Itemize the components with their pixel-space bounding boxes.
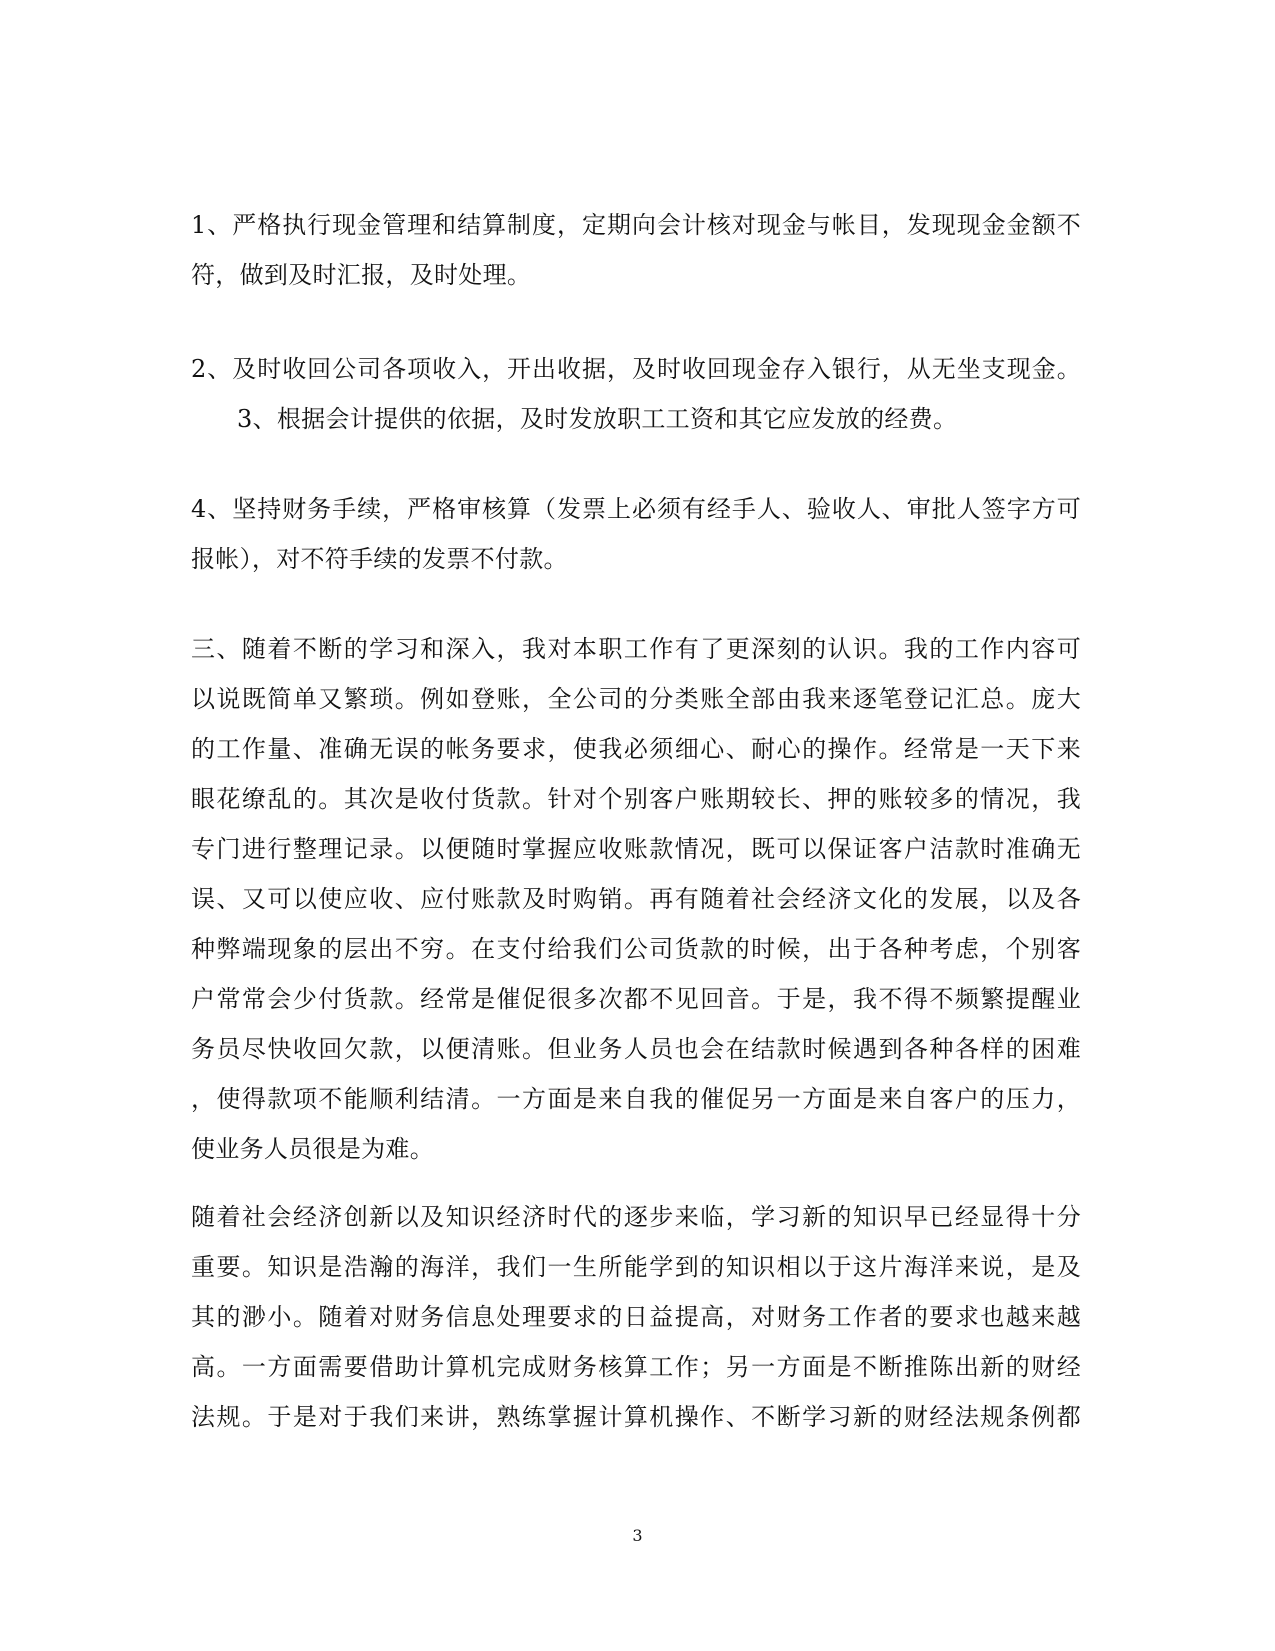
text-line: 户常常会少付货款。经常是催促很多次都不见回音。于是，我不得不频繁提醒业 [191, 985, 1081, 1013]
paragraph-work-understanding [191, 624, 1081, 1174]
text-line: 4、坚持财务手续，严格审核算（发票上必须有经手人、验收人、审批人签字方可 [191, 495, 1081, 523]
text-line: 1、严格执行现金管理和结算制度，定期向会计核对现金与帐目，发现现金金额不 [191, 211, 1081, 239]
text-line: 眼花缭乱的。其次是收付货款。针对个别客户账期较长、押的账较多的情况，我 [191, 785, 1081, 813]
text-line: 三、随着不断的学习和深入，我对本职工作有了更深刻的认识。我的工作内容可 [191, 635, 1081, 663]
text-line: 使业务人员很是为难。 [191, 1135, 434, 1163]
text-line: 误、又可以使应收、应付账款及时购销。再有随着社会经济文化的发展，以及各 [191, 885, 1081, 913]
paragraph-continuous-learning [191, 1192, 1081, 1442]
text-line: 报帐），对不符手续的发票不付款。 [191, 545, 568, 573]
paragraph-invoice-review [191, 484, 1081, 584]
text-line: 3、根据会计提供的依据，及时发放职工工资和其它应发放的经费。 [237, 405, 958, 433]
paragraph-income-and-wages [191, 344, 1081, 444]
text-line: 以说既简单又繁琐。例如登账，全公司的分类账全部由我来逐笔登记汇总。庞大 [191, 685, 1081, 713]
text-line: 高。一方面需要借助计算机完成财务核算工作；另一方面是不断推陈出新的财经 [191, 1353, 1081, 1381]
text-line: 其的渺小。随着对财务信息处理要求的日益提高，对财务工作者的要求也越来越 [191, 1303, 1081, 1331]
text-line: ，使得款项不能顺利结清。一方面是来自我的催促另一方面是来自客户的压力， [191, 1085, 1081, 1113]
text-line: 种弊端现象的层出不穷。在支付给我们公司货款的时候，出于各种考虑，个别客 [191, 935, 1081, 963]
text-line: 2、及时收回公司各项收入，开出收据，及时收回现金存入银行，从无坐支现金。 [191, 355, 1081, 383]
text-line: 法规。于是对于我们来讲，熟练掌握计算机操作、不断学习新的财经法规条例都 [191, 1403, 1081, 1431]
page-number: 3 [632, 1526, 643, 1545]
text-line: 符，做到及时汇报，及时处理。 [191, 261, 532, 289]
paragraph-cash-management [191, 200, 1081, 300]
text-line: 务员尽快收回欠款，以便清账。但业务人员也会在结款时候遇到各种各样的困难 [191, 1035, 1081, 1063]
text-line: 重要。知识是浩瀚的海洋，我们一生所能学到的知识相以于这片海洋来说，是及 [191, 1253, 1081, 1281]
text-line: 的工作量、准确无误的帐务要求，使我必须细心、耐心的操作。经常是一天下来 [191, 735, 1081, 763]
text-line: 专门进行整理记录。以便随时掌握应收账款情况，既可以保证客户洁款时准确无 [191, 835, 1081, 863]
text-line: 随着社会经济创新以及知识经济时代的逐步来临，学习新的知识早已经显得十分 [191, 1203, 1081, 1231]
